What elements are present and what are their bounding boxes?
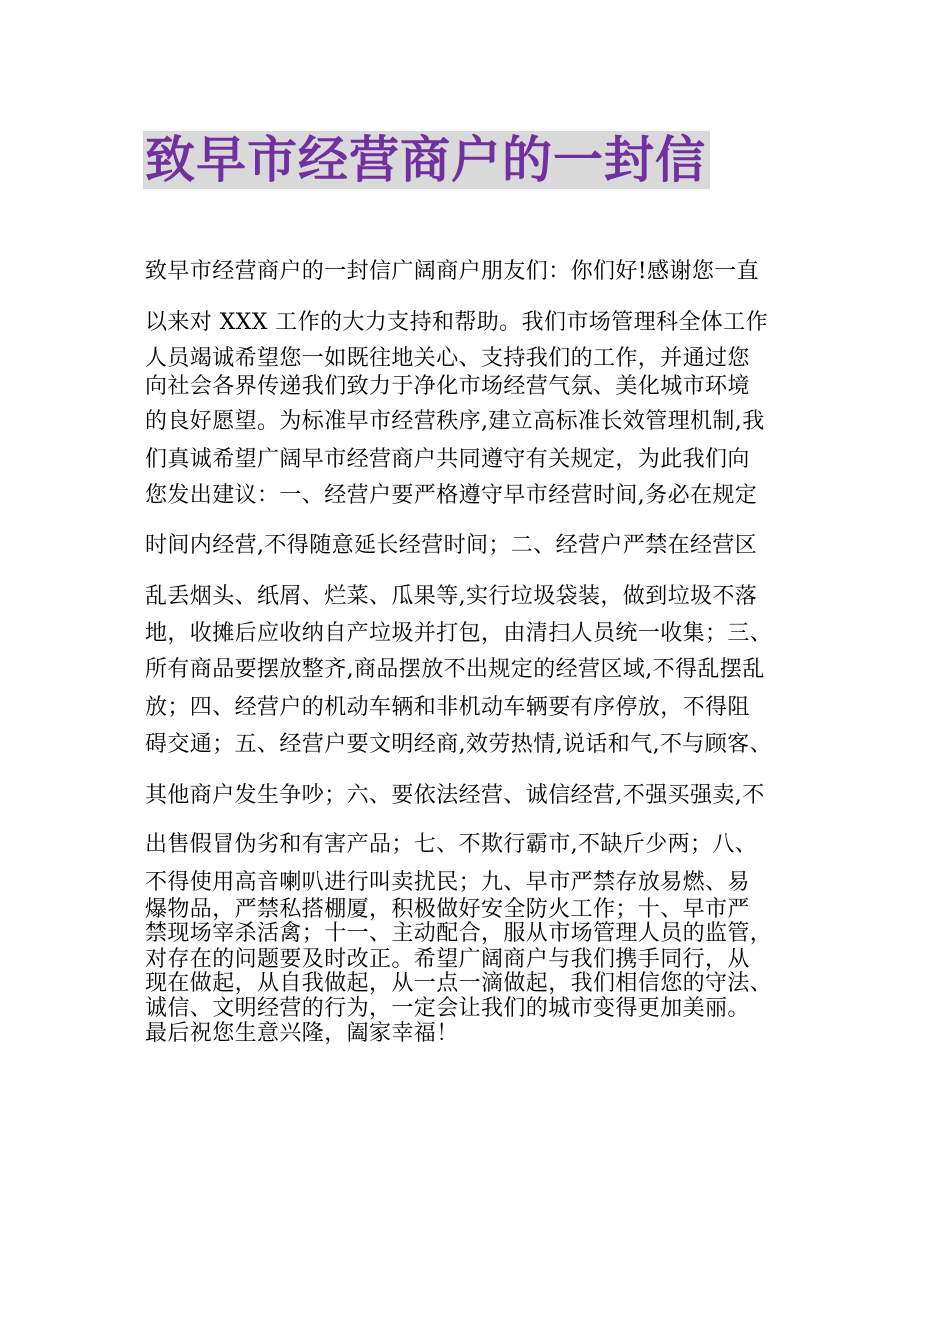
body-line: 爆物品，严禁私搭棚厦，积极做好安全防火工作；十、早市严 <box>145 897 750 922</box>
body-line: 以来对 XXX 工作的大力支持和帮助。我们市场管理科全体工作 <box>145 310 768 335</box>
body-line: 放；四、经营户的机动车辆和非机动车辆要有序停放，不得阻 <box>145 695 750 720</box>
body-line: 的良好愿望。为标准早市经营秩序,建立高标准长效管理机制,我 <box>145 409 765 434</box>
body-line: 对存在的问题要及时改正。希望广阔商户与我们携手同行，从 <box>145 947 750 972</box>
body-line: 们真诚希望广阔早市经营商户共同遵守有关规定，为此我们向 <box>145 447 750 472</box>
body-line: 禁现场宰杀活禽；十一、主动配合，服从市场管理人员的监管， <box>145 921 773 946</box>
body-line: 乱丢烟头、纸屑、烂菜、瓜果等,实行垃圾袋装，做到垃圾不落 <box>145 584 758 609</box>
body-line: 碍交通；五、经营户要文明经商,效劳热情,说话和气,不与顾客、 <box>145 732 772 757</box>
body-line: 诚信、文明经营的行为，一定会让我们的城市变得更加美丽。 <box>145 996 750 1021</box>
body-line: 地，收摊后应收纳自产垃圾并打包，由清扫人员统一收集；三、 <box>145 621 773 646</box>
body-line: 其他商户发生争吵；六、要依法经营、诚信经营,不强买强卖,不 <box>145 783 765 808</box>
body-line: 出售假冒伪劣和有害产品；七、不欺行霸市,不缺斤少两；八、 <box>145 832 758 857</box>
body-line: 向社会各界传递我们致力于净化市场经营气氛、美化城市环境 <box>145 374 750 399</box>
body-line: 所有商品要摆放整齐,商品摆放不出规定的经营区域,不得乱摆乱 <box>145 657 765 682</box>
body-line: 不得使用高音喇叭进行叫卖扰民；九、早市严禁存放易燃、易 <box>145 870 750 895</box>
body-line: 现在做起，从自我做起，从一点一滴做起，我们相信您的守法、 <box>145 971 773 996</box>
body-line: 时间内经营,不得随意延长经营时间；二、经营户严禁在经营区 <box>145 533 758 558</box>
body-line: 您发出建议：一、经营户要严格遵守早市经营时间,务必在规定 <box>145 483 758 508</box>
body-line: 人员竭诚希望您一如既往地关心、支持我们的工作，并通过您 <box>145 346 750 371</box>
body-line: 致早市经营商户的一封信广阔商户朋友们：你们好!感谢您一直 <box>145 259 760 284</box>
document-title: 致早市经营商户的一封信 <box>143 131 710 189</box>
body-line: 最后祝您生意兴隆，阖家幸福！ <box>145 1021 459 1046</box>
